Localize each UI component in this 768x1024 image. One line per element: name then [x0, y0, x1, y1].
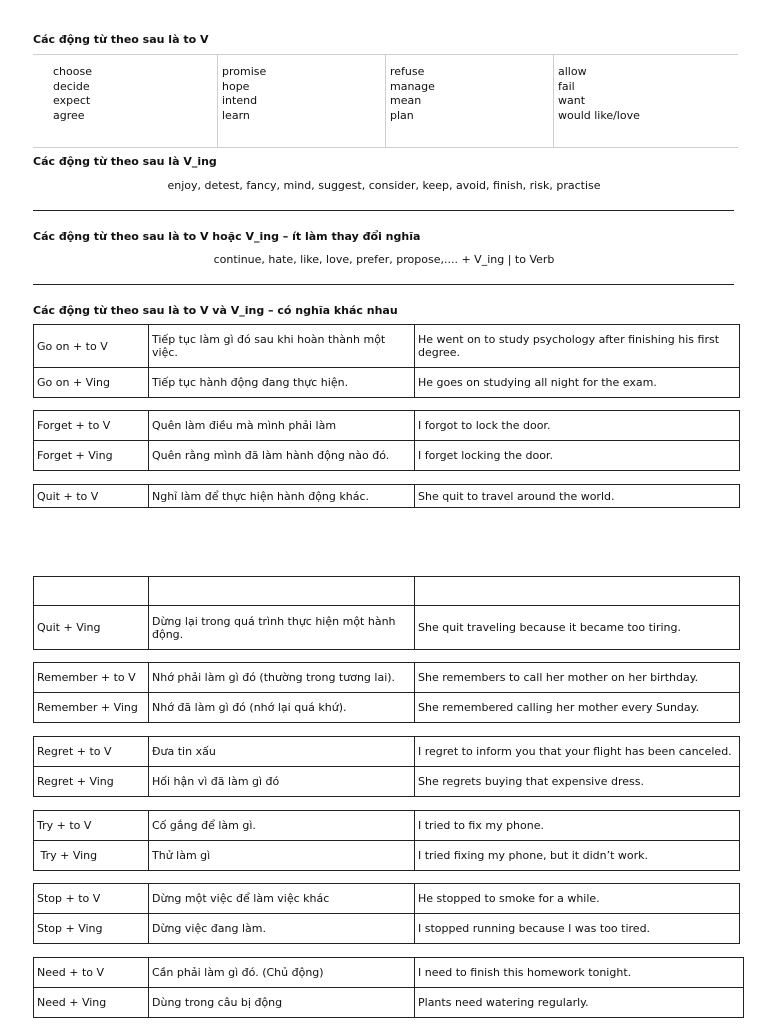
comparison-table-remember [33, 662, 740, 723]
example-cell: She regrets buying that expensive dress. [415, 767, 740, 797]
verb-item: manage [390, 79, 435, 93]
table-row [34, 811, 740, 841]
verb-item: choose [53, 65, 92, 78]
verb-pattern-cell: Stop + to V [34, 884, 149, 914]
verb-column-3 [385, 55, 553, 147]
comparison-table-try [33, 810, 740, 871]
meaning-cell: Đưa tin xấu [149, 737, 415, 767]
verb-column-4 [553, 55, 738, 147]
table-row [34, 441, 740, 471]
example-cell: She remembered calling her mother every Sunday. [415, 693, 740, 723]
table-row [34, 767, 740, 797]
table-row [34, 737, 740, 767]
meaning-cell: Hối hận vì đã làm gì đó [149, 767, 415, 797]
meaning-cell: Thử làm gì [149, 841, 415, 871]
table-row [34, 606, 740, 650]
heading-ving: Các động từ theo sau là V_ing [33, 155, 217, 168]
table-row [34, 693, 740, 723]
verb-pattern-cell: Regret + Ving [34, 767, 149, 797]
table-row [34, 368, 740, 398]
verb-pattern-cell: Try + to V [34, 811, 149, 841]
table-row [34, 411, 740, 441]
verb-column-2 [217, 55, 385, 147]
example-cell: Plants need watering regularly. [415, 988, 744, 1018]
example-cell: I need to finish this homework tonight. [415, 958, 744, 988]
table-row-empty [34, 577, 740, 606]
verb-pattern-cell: Forget + to V [34, 411, 149, 441]
meaning-cell: Nghỉ làm để thực hiện hành động khác. [149, 485, 415, 508]
verb-pattern-cell: Quit + Ving [34, 606, 149, 650]
table-row [34, 485, 740, 508]
example-cell [415, 577, 740, 606]
example-cell: I tried fixing my phone, but it didn’t work. [415, 841, 740, 871]
verb-pattern-cell: Forget + Ving [34, 441, 149, 471]
meaning-cell: Cố gắng để làm gì. [149, 811, 415, 841]
comparison-table-need [33, 957, 744, 1018]
verb-item: plan [390, 108, 414, 122]
meaning-cell: Cần phải làm gì đó. (Chủ động) [149, 958, 415, 988]
meaning-cell: Nhớ đã làm gì đó (nhớ lại quá khứ). [149, 693, 415, 723]
example-cell: I stopped running because I was too tired. [415, 914, 740, 944]
example-cell: She quit to travel around the world. [415, 485, 740, 508]
example-cell: I forgot to lock the door. [415, 411, 740, 441]
example-cell: He went on to study psychology after finishing his first degree. [415, 325, 740, 368]
verb-pattern-cell: Quit + to V [34, 485, 149, 508]
verb-pattern-cell: Remember + to V [34, 663, 149, 693]
meaning-cell: Tiếp tục làm gì đó sau khi hoàn thành một việc. [149, 325, 415, 368]
example-cell: I regret to inform you that your flight has been canceled. [415, 737, 740, 767]
table-row [34, 884, 740, 914]
example-cell: She remembers to call her mother on her birthday. [415, 663, 740, 693]
meaning-cell: Dừng lại trong quá trình thực hiện một hành động. [149, 606, 415, 650]
verb-item: decide [53, 79, 90, 93]
comparison-table-stop [33, 883, 740, 944]
verb-pattern-cell [34, 577, 149, 606]
table-row [34, 663, 740, 693]
verb-pattern-cell: Try + Ving [34, 841, 149, 871]
meaning-cell: Dùng trong câu bị động [149, 988, 415, 1018]
table-row [34, 914, 740, 944]
verb-item: refuse [390, 65, 425, 78]
meaning-cell: Tiếp tục hành động đang thực hiện. [149, 368, 415, 398]
ving-verb-list: enjoy, detest, fancy, mind, suggest, consider, keep, avoid, finish, risk, practise [167, 179, 601, 192]
verb-pattern-cell: Regret + to V [34, 737, 149, 767]
meaning-cell: Quên rằng mình đã làm hành động nào đó. [149, 441, 415, 471]
verb-item: mean [390, 94, 422, 108]
comparison-table-forget [33, 410, 740, 471]
divider-rule [33, 210, 734, 211]
verb-item: promise [222, 65, 267, 78]
meaning-cell [149, 577, 415, 606]
verb-item: want [558, 94, 586, 108]
meaning-cell: Dừng việc đang làm. [149, 914, 415, 944]
meaning-cell: Dừng một việc để làm việc khác [149, 884, 415, 914]
verb-item: intend [222, 94, 258, 108]
verb-item: agree [53, 108, 85, 122]
heading-both-same-meaning: Các động từ theo sau là to V hoặc V_ing – ít làm thay đổi nghĩa [33, 230, 421, 243]
heading-different-meaning: Các động từ theo sau là to V và V_ing – có nghĩa khác nhau [33, 304, 398, 317]
to-v-verb-grid [33, 54, 738, 148]
verb-item: allow [558, 65, 587, 78]
verb-item: hope [222, 79, 250, 93]
heading-to-v: Các động từ theo sau là to V [33, 33, 209, 46]
verb-pattern-cell: Remember + Ving [34, 693, 149, 723]
divider-rule [33, 284, 734, 285]
comparison-table-quit-to-v [33, 484, 740, 508]
meaning-cell: Nhớ phải làm gì đó (thường trong tương lai). [149, 663, 415, 693]
table-row [34, 325, 740, 368]
verb-item: expect [53, 94, 91, 108]
comparison-table-go-on [33, 324, 740, 398]
verb-pattern-cell: Need + to V [34, 958, 149, 988]
table-row [34, 958, 744, 988]
verb-item: would like/love [558, 108, 640, 122]
verb-pattern-cell: Go on + Ving [34, 368, 149, 398]
verb-column-1 [33, 55, 217, 147]
verb-item: learn [222, 108, 250, 122]
example-cell: He stopped to smoke for a while. [415, 884, 740, 914]
table-row [34, 988, 744, 1018]
example-cell: I tried to fix my phone. [415, 811, 740, 841]
comparison-table-quit-ving [33, 576, 740, 650]
table-row [34, 841, 740, 871]
both-verb-list: continue, hate, like, love, prefer, propose,.... + V_ing | to Verb [213, 253, 555, 266]
verb-pattern-cell: Need + Ving [34, 988, 149, 1018]
example-cell: I forget locking the door. [415, 441, 740, 471]
example-cell: She quit traveling because it became too tiring. [415, 606, 740, 650]
verb-item: fail [558, 79, 575, 93]
comparison-table-regret [33, 736, 740, 797]
verb-pattern-cell: Go on + to V [34, 325, 149, 368]
verb-pattern-cell: Stop + Ving [34, 914, 149, 944]
meaning-cell: Quên làm điều mà mình phải làm [149, 411, 415, 441]
example-cell: He goes on studying all night for the exam. [415, 368, 740, 398]
